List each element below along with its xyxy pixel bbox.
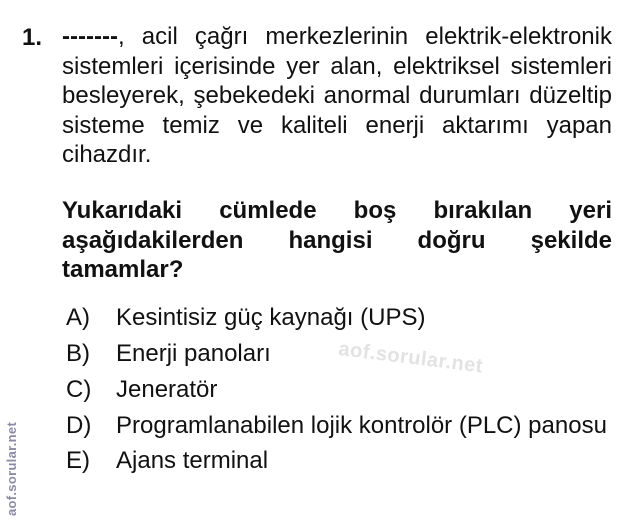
question-number: 1. [22,24,43,51]
question-stem-text: , acil çağrı merkezlerinin elektrik-elektronik sistemleri içerisinde yer alan, elektriksel sistemleri besleyerek, şebekedeki anormal durumları düzeltip sisteme temiz ve kaliteli enerji aktarımı yapan cihazdır. [62,23,612,168]
answer-option-a[interactable] [66,303,616,332]
option-text: Programlanabilen lojik kontrolör (PLC) panosu [116,412,607,439]
option-letter: E) [66,447,90,474]
option-text: Kesintisiz güç kaynağı (UPS) [116,304,426,331]
answer-option-e[interactable] [66,446,616,475]
option-letter: C) [66,376,92,403]
answer-options [66,303,616,482]
side-watermark: aof.sorular.net [4,421,19,516]
option-letter: B) [66,340,90,367]
option-text: Ajans terminal [116,447,269,474]
question-prompt: Yukarıdaki cümlede boş bırakılan yeri aşağıdakilerden hangisi doğru şekilde tamamlar? [62,197,612,283]
question-blank: ------- [62,23,118,50]
center-watermark: aof.sorular.net [337,338,485,378]
question-stem [62,22,612,170]
answer-option-d[interactable] [66,411,616,440]
option-text: Jeneratör [116,376,218,403]
option-text: Enerji panoları [116,340,271,367]
option-letter: D) [66,412,92,439]
answer-option-c[interactable] [66,375,616,404]
option-letter: A) [66,304,90,331]
